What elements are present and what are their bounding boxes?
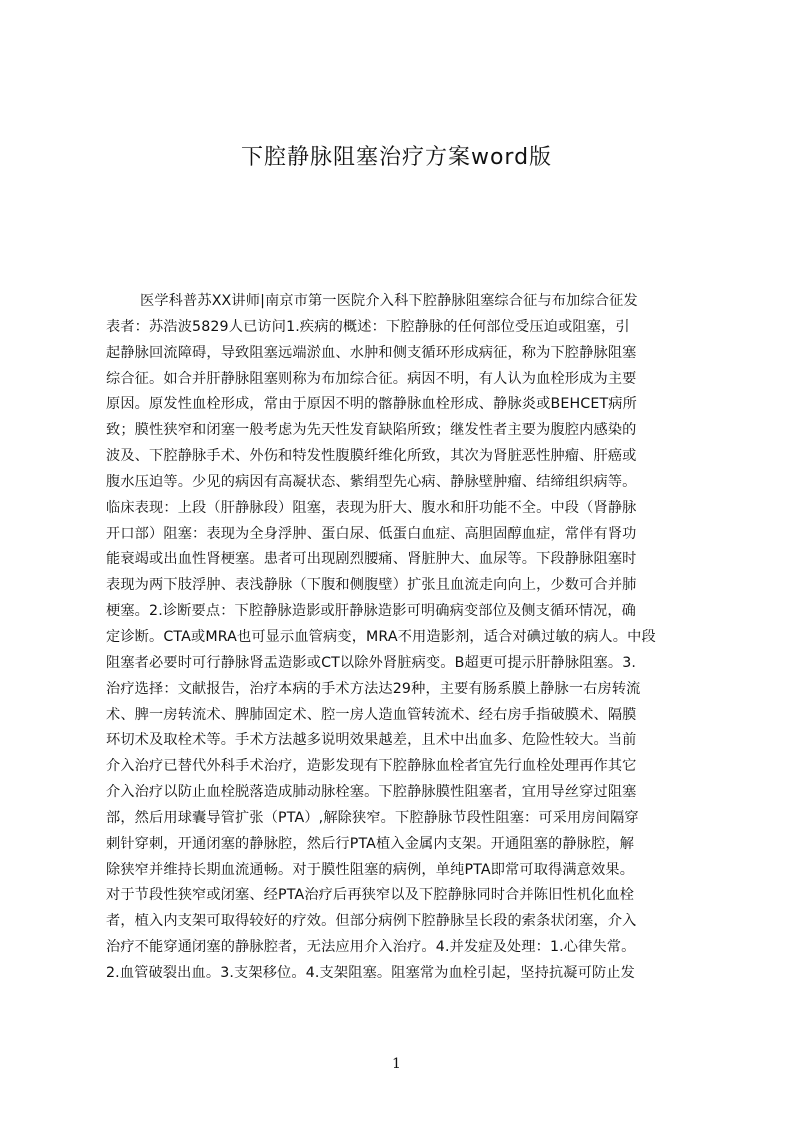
body-text-line: 介入治疗以防止血栓脱落造成肺动脉栓塞。下腔静脉膜性阻塞者，宜用导丝穿过阻塞 bbox=[106, 784, 637, 801]
body-text-line: 表者：苏浩波5829人已访问1.疾病的概述：下腔静脉的任何部位受压迫或阻塞，引 bbox=[106, 318, 630, 335]
body-text-line: 致；膜性狭窄和闭塞一般考虑为先天性发育缺陷所致；继发性者主要为腹腔内感染的 bbox=[106, 422, 637, 439]
body-text-line: 表现为两下肢浮肿、表浅静脉（下腹和侧腹壁）扩张且血流走向向上，少数可合并肺 bbox=[106, 577, 637, 594]
body-text-line: 原因。原发性血栓形成，常由于原因不明的髂静脉血栓形成、静脉炎或BEHCET病所 bbox=[106, 396, 637, 413]
body-text-line: 环切术及取栓术等。手术方法越多说明效果越差，且术中出血多、危险性较大。当前 bbox=[106, 732, 637, 749]
body-text-line: 能衰竭或出血性肾梗塞。患者可出现剧烈腰痛、肾脏肿大、血尿等。下段静脉阻塞时 bbox=[106, 551, 637, 568]
body-text-line: 部，然后用球囊导管扩张（PTA）,解除狭窄。下腔静脉节段性阻塞：可采用房间隔穿 bbox=[106, 809, 639, 826]
body-text-line: 阻塞者必要时可行静脉肾盂造影或CT以除外肾脏病变。B超更可提示肝静脉阻塞。3. bbox=[106, 654, 637, 671]
document-title: 下腔静脉阻塞治疗方案word版 bbox=[240, 145, 553, 170]
body-text-line: 除狭窄并维持长期血流通畅。对于膜性阻塞的病例，单纯PTA即常可取得满意效果。 bbox=[106, 861, 635, 878]
body-text-line: 综合征。如合并肝静脉阻塞则称为布加综合征。病因不明，有人认为血栓形成为主要 bbox=[106, 370, 637, 387]
body-text-line: 开口部）阻塞：表现为全身浮肿、蛋白尿、低蛋白血症、高胆固醇血症，常伴有肾功 bbox=[106, 525, 637, 542]
body-text-line: 治疗选择：文献报告，治疗本病的手术方法达29种，主要有肠系膜上静脉一右房转流 bbox=[106, 680, 641, 697]
body-text-line: 刺针穿刺，开通闭塞的静脉腔，然后行PTA植入金属内支架。开通阻塞的静脉腔，解 bbox=[106, 835, 635, 852]
document-body bbox=[106, 289, 700, 987]
page-number: 1 bbox=[392, 1056, 401, 1072]
body-text-line: 治疗不能穿通闭塞的静脉腔者，无法应用介入治疗。4.并发症及处理：1.心律失常。 bbox=[106, 939, 636, 956]
body-text-line: 者，植入内支架可取得较好的疗效。但部分病例下腔静脉呈长段的索条状闭塞，介入 bbox=[106, 913, 637, 930]
body-text-line: 梗塞。2.诊断要点：下腔静脉造影或肝静脉造影可明确病变部位及侧支循环情况，确 bbox=[106, 603, 636, 620]
body-text-line: 介入治疗已替代外科手术治疗，造影发现有下腔静脉血栓者宜先行血栓处理再作其它 bbox=[106, 758, 637, 775]
body-text-line: 定诊断。CTA或MRA也可显示血管病变，MRA不用造影剂，适合对碘过敏的病人。中段 bbox=[106, 628, 656, 645]
body-text-line: 起静脉回流障碍，导致阻塞远端淤血、水肿和侧支循环形成病征，称为下腔静脉阻塞 bbox=[106, 344, 637, 361]
body-text-line: 2.血管破裂出血。3.支架移位。4.支架阻塞。阻塞常为血栓引起，坚持抗凝可防止发 bbox=[106, 964, 635, 981]
body-text-line: 医学科普苏XX讲师|南京市第一医院介入科下腔静脉阻塞综合征与布加综合征发 bbox=[140, 293, 638, 309]
body-text-line: 临床表现：上段（肝静脉段）阻塞，表现为肝大、腹水和肝功能不全。中段（肾静脉 bbox=[106, 499, 637, 516]
body-text-line: 波及、下腔静脉手术、外伤和特发性腹膜纤维化所致，其次为肾脏恶性肿瘤、肝癌或 bbox=[106, 448, 637, 465]
body-text-line: 对于节段性狭窄或闭塞、经PTA治疗后再狭窄以及下腔静脉同时合并陈旧性机化血栓 bbox=[106, 887, 635, 904]
body-text-line: 术、脾一房转流术、脾肺固定术、腔一房人造血管转流术、经右房手指破膜术、隔膜 bbox=[106, 706, 637, 723]
body-text-line: 腹水压迫等。少见的病因有高凝状态、紫绢型先心病、静脉壁肿瘤、结缔组织病等。 bbox=[106, 473, 637, 490]
